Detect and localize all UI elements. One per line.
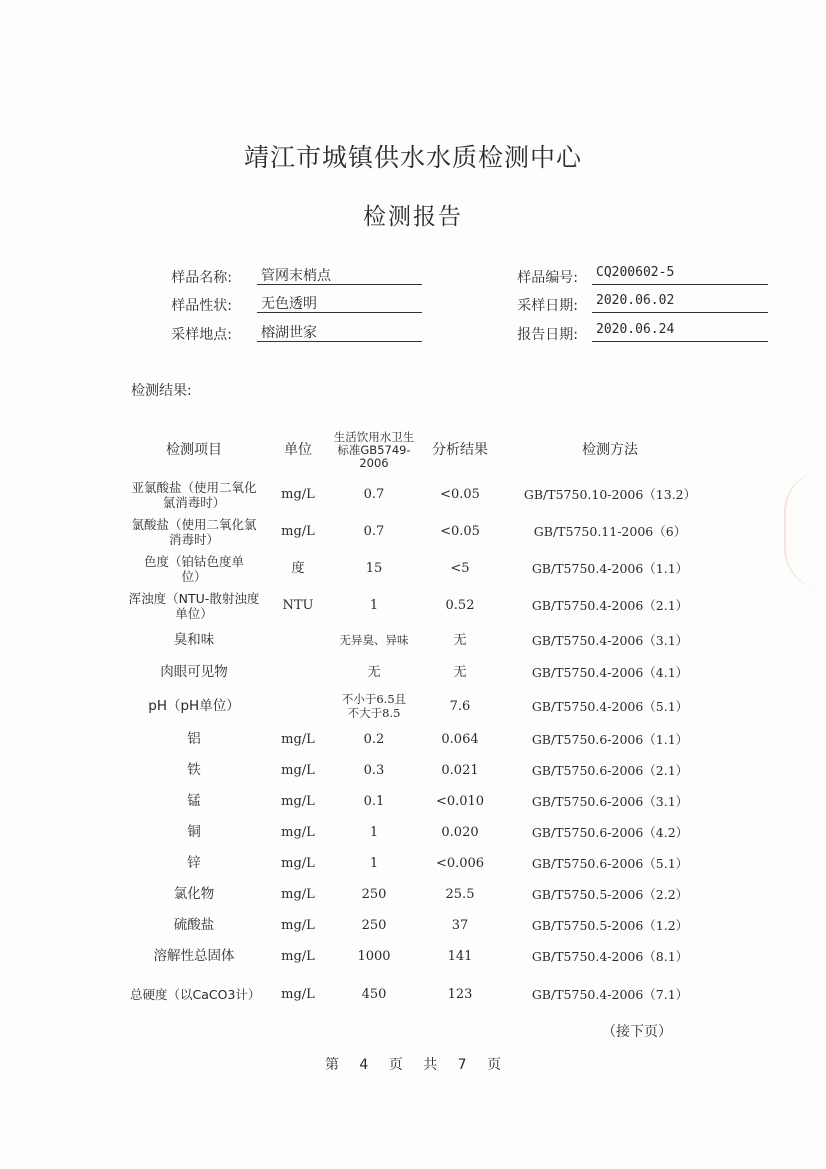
table-row [120,786,720,817]
sample-location-row [0,322,826,344]
cell-method: GB/T5750.5-2006（2.2） [531,887,689,902]
cell-unit: mg/L [281,949,315,964]
cell-result: <0.006 [435,856,485,871]
cell-item: 锰 [187,793,201,809]
report-date-value: 2020.06.24 [592,322,768,342]
cell-item: 亚氯酸盐（使用二氧化氯消毒时） [131,479,257,510]
cell-limit: 1 [369,856,379,871]
cell-limit: 1 [369,598,379,613]
table-row [120,513,720,550]
cell-item: 铝 [187,731,201,747]
cell-method: GB/T5750.4-2006（2.1） [531,598,689,613]
sample-name-label: 样品名称: [171,270,232,286]
cell-unit: mg/L [281,918,315,933]
table-row [120,755,720,786]
table-row [120,879,720,910]
cell-limit: 450 [361,986,387,1002]
cell-unit: mg/L [281,763,315,778]
cell-limit: 0.7 [363,487,385,502]
cell-limit: 15 [365,561,383,576]
cell-method: GB/T5750.4-2006（3.1） [531,632,689,648]
sample-state-label: 样品性状: [171,298,232,314]
cell-method: GB/T5750.6-2006（5.1） [531,856,689,871]
cell-method: GB/T5750.6-2006（2.1） [531,763,689,778]
cell-method: GB/T5750.4-2006（8.1） [531,949,689,964]
table-row [120,587,720,624]
cell-item: 总硬度（以CaCO3计） [130,986,261,1002]
header-result: 分析结果 [432,441,488,458]
results-label: 检测结果: [131,383,192,399]
cell-result: 无 [453,664,467,680]
cell-method: GB/T5750.4-2006（7.1） [531,986,689,1002]
header-limit: 生活饮用水卫生标准GB5749-2006 [333,429,415,470]
cell-result: <0.05 [440,487,480,502]
cell-method: GB/T5750.4-2006（5.1） [531,698,689,714]
cell-method: GB/T5750.6-2006（4.2） [531,825,689,840]
cell-item: 浑浊度（NTU-散射浊度单位） [128,590,260,621]
cell-limit: 无 [367,664,381,680]
cell-item: 硫酸盐 [173,917,215,933]
seal-edge-mark [784,470,826,590]
sample-state-row [0,293,826,315]
cell-result: 7.6 [449,698,471,714]
cell-item: 氯酸盐（使用二氧化氯消毒时） [131,516,257,547]
footer-page-word: 页 [388,1057,403,1073]
cell-method: GB/T5750.6-2006（1.1） [531,732,689,747]
cell-unit [268,656,328,688]
cell-limit: 0.1 [363,794,385,809]
sample-date-value: 2020.06.02 [592,293,768,313]
sample-id-value: CQ200602-5 [592,265,768,285]
cell-unit [268,688,328,724]
cell-method: GB/T5750.4-2006（4.1） [531,664,689,680]
header-method: 检测方法 [582,441,638,458]
cell-result: 141 [447,949,473,964]
cell-item: 溶解性总固体 [153,948,235,964]
footer-page-prefix: 第 [324,1057,339,1073]
table-row [120,656,720,688]
sample-id-label: 样品编号: [517,270,578,286]
organization-title: 靖江市城镇供水水质检测中心 [243,143,582,172]
cell-method: GB/T5750.11-2006（6） [533,524,687,539]
table-row [120,476,720,513]
cell-result: 37 [451,918,469,933]
cell-unit: mg/L [281,887,315,902]
header-item: 检测项目 [166,441,222,458]
cell-limit: 不小于6.5且不大于8.5 [341,692,407,720]
cell-unit: mg/L [281,487,315,502]
table-row [120,724,720,755]
table-row [120,550,720,587]
cell-result: 无 [453,632,467,648]
cell-result: <0.010 [435,794,485,809]
cell-item: 铁 [187,762,201,778]
cell-unit: 度 [291,561,305,576]
continue-note: （接下页） [602,1024,672,1040]
table-row [120,624,720,656]
report-date-label: 报告日期: [517,327,578,343]
footer-page-number: 4 [359,1057,369,1073]
header-unit: 单位 [284,441,312,458]
sample-name-value: 管网末梢点 [257,265,422,285]
footer-total-word: 页 [487,1057,502,1073]
sample-location-label: 采样地点: [171,327,232,343]
cell-item: pH（pH单位） [148,697,240,714]
cell-result: 0.52 [445,598,475,613]
cell-limit: 0.7 [363,524,385,539]
cell-limit: 250 [361,918,387,933]
page-footer [0,1054,826,1074]
cell-item: 铜 [187,824,201,840]
sample-state-value: 无色透明 [257,293,422,313]
footer-total-prefix: 共 [423,1057,438,1073]
cell-item: 肉眼可见物 [160,663,228,680]
table-row [120,910,720,941]
table-row [120,848,720,879]
table-row [120,688,720,724]
cell-unit: NTU [282,598,314,613]
sample-date-label: 采样日期: [517,298,578,314]
cell-item: 臭和味 [173,631,215,648]
table-row [120,817,720,848]
cell-limit: 1000 [357,949,391,964]
cell-method: GB/T5750.4-2006（1.1） [531,561,689,576]
cell-result: 25.5 [445,887,475,902]
cell-item: 锌 [187,855,201,871]
cell-method: GB/T5750.5-2006（1.2） [531,918,689,933]
cell-result: 0.021 [441,763,479,778]
cell-result: <5 [450,561,470,576]
cell-limit: 无异臭、异味 [339,633,409,647]
cell-unit: mg/L [281,856,315,871]
table-row [120,941,720,972]
cell-limit: 0.2 [363,732,385,747]
cell-unit: mg/L [281,524,315,539]
cell-limit: 0.3 [363,763,385,778]
cell-unit: mg/L [281,986,315,1002]
table-row [120,972,720,1016]
sample-name-row [0,265,826,287]
cell-method: GB/T5750.10-2006（13.2） [523,487,697,502]
cell-limit: 250 [361,887,387,902]
cell-unit: mg/L [281,794,315,809]
cell-result: 123 [447,986,473,1002]
results-table [120,424,720,1016]
cell-item: 色度（铂钴色度单位） [143,553,244,584]
cell-unit [268,624,328,656]
cell-method: GB/T5750.6-2006（3.1） [531,794,689,809]
cell-limit: 1 [369,825,379,840]
cell-unit: mg/L [281,732,315,747]
cell-result: 0.020 [441,825,479,840]
cell-result: 0.064 [441,732,479,747]
footer-total-pages: 7 [457,1057,467,1073]
sample-location-value: 榕湖世家 [257,322,422,342]
report-title: 检测报告 [363,204,463,230]
cell-unit: mg/L [281,825,315,840]
cell-item: 氯化物 [173,886,215,902]
table-header-row [120,424,720,476]
cell-result: <0.05 [440,524,480,539]
